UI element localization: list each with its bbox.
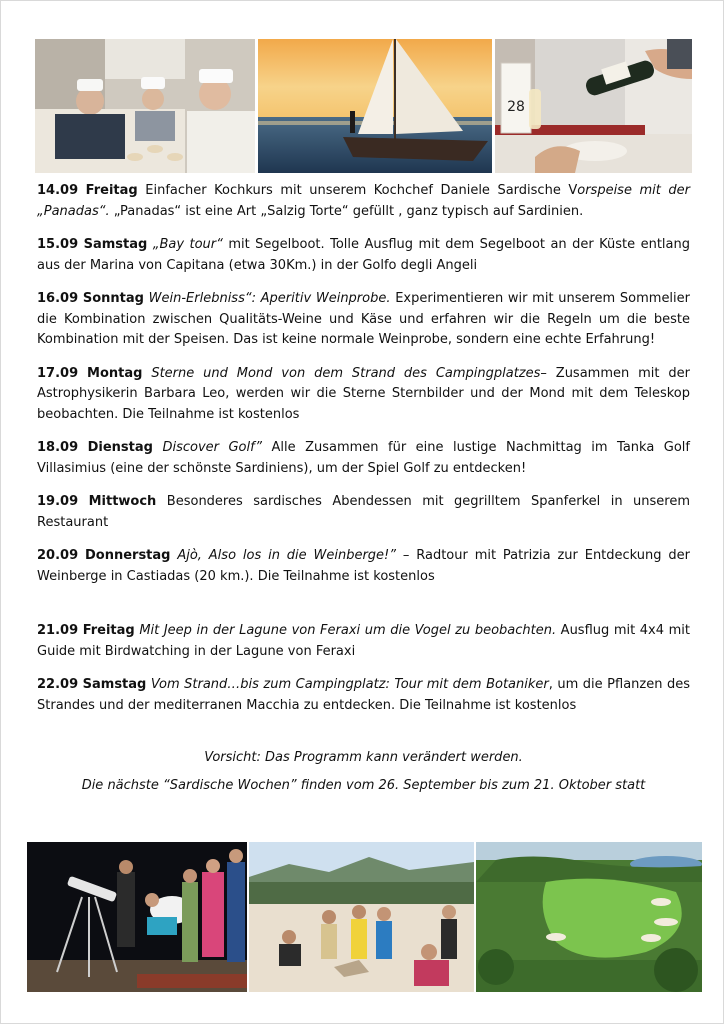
event-italic: Mit Jeep in der Lagune von Feraxi um die Vogel zu beobachten. [139,623,557,638]
event-item [37,438,690,479]
wine-card-number: 28 [507,99,525,115]
event-italic: Sterne und Mond von dem Strand des Campingplatzes [151,365,541,381]
event-date: 19.09 [37,494,79,509]
event-day: Dienstag [87,440,153,455]
event-italic: Vom Strand…bis zum Campingplatz: Tour mit dem Botaniker [150,677,549,692]
event-date: 20.09 [37,548,79,563]
event-date: 15.09 [37,237,79,252]
photo-cooking-class [35,39,255,173]
event-text: mit Segelboot. Tolle Ausflug mit dem Segelboot an der Küste entlang aus der Marina von Capitana (etwa 30Km.) in der Golfo degli Angeli [37,237,690,273]
event-item [37,621,690,662]
event-italic: Ajò, Also los in die Weinberge!” [177,548,397,563]
event-item [37,675,690,716]
event-day: Mittwoch [88,494,157,509]
event-day: Montag [87,365,143,381]
event-text: Besonderes sardisches Abendessen mit gegrilltem Spanferkel in unserem Restaurant [37,494,690,530]
event-text: „Panadas“ ist eine Art „Salzig Torte“ gefüllt , ganz typisch auf Sardinien. [109,203,584,219]
event-italic: orspeise mit der „Panadas“. [37,183,690,219]
event-text: Experimentieren wir mit unserem Sommelier die Kombination zwischen Qualitäts-Weine und Käse und erfahren wir die Regeln um die beste Kombination mit der Speisen. Das ist keine normale Weinprobe, sondern eine echte Erfahrung! [37,291,691,347]
event-text: Einfacher Kochkurs mit unserem Kochchef Daniele Sardische V [145,183,578,198]
event-date: 18.09 [37,440,79,455]
event-day: Sonntag [82,291,144,306]
photo-golf-course [476,842,702,992]
event-item [37,364,690,426]
event-item [37,235,690,276]
event-item [37,289,690,351]
event-date: 16.09 [37,291,79,306]
event-text: , um die Pflanzen des Strandes und der mediterranen Macchia zu entdecken. Die Teilnahme ist kostenlos [37,677,690,713]
event-text: Ausflug mit 4x4 mit Guide mit Birdwatching in der Lagune von Feraxi [37,623,690,659]
event-day: Freitag [85,183,138,198]
event-italic: Wein-Erlebniss“: Aperitiv Weinprobe. [148,291,391,306]
event-day: Freitag [82,623,135,638]
event-italic: Discover Golf” [162,440,263,455]
event-item [37,181,690,222]
event-list [37,181,690,716]
note-change-warning: Vorsicht: Das Programm kann verändert werden. [204,750,523,765]
event-italic: „Bay tour“ [152,237,223,252]
program-notes [37,744,690,800]
photo-beach-botany [249,842,474,992]
event-item [37,546,690,587]
event-text: – Zusammen mit der Astrophysikerin Barbara Leo, werden wir die Sterne Sternbilder und der Mond mit dem Teleskop beobachten. Die Teilnahme ist kostenlos [37,365,690,422]
event-date: 21.09 [37,623,79,638]
event-text: – Radtour mit Patrizia zur Entdeckung der Weinberge in Castiadas (20 km.). Die Teilnahme ist kostenlos [37,548,690,584]
event-date: 17.09 [37,365,79,381]
photo-stargazing [27,842,247,992]
event-text: Alle Zusammen für eine lustige Nachmittag im Tanka Golf Villasimius (eine der schönste Sardiniens), um der Spiel Golf zu entdecken! [37,440,690,476]
photo-sailboat-sunset [258,39,492,173]
note-next-weeks: Die nächste “Sardische Wochen” finden vom 26. September bis zum 21. Oktober statt [81,778,646,793]
event-day: Samstag [82,677,147,692]
event-day: Donnerstag [84,548,171,563]
event-date: 22.09 [37,677,79,692]
event-date: 14.09 [37,183,79,198]
event-item [37,492,690,533]
event-day: Samstag [83,237,148,252]
photo-wine-tasting [495,39,692,173]
